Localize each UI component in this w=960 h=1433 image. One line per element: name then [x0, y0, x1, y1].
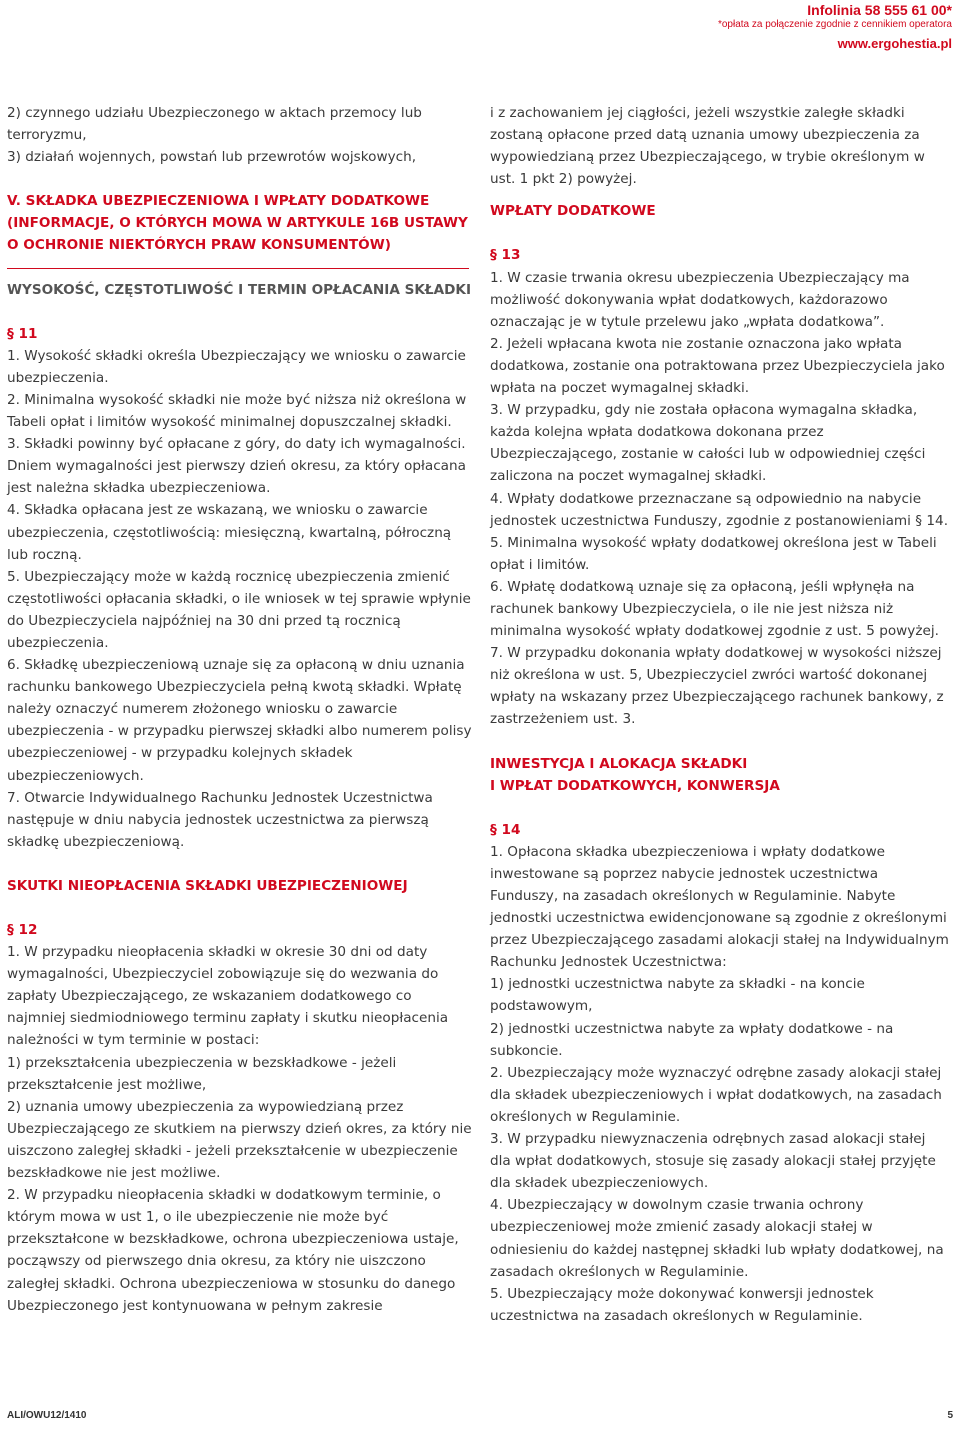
clause: 1) jednostki uczestnictwa nabyte za składki - na koncie podstawowym,: [490, 976, 865, 1015]
clause: 1. W czasie trwania okresu ubezpieczenia Ubezpieczający ma możliwość dokonywania wpłat dodatkowych, każdorazowo oznaczając je w tytule przelewu jako „wpłata dodatkowa”.: [490, 269, 910, 330]
page-number: 5: [947, 1409, 953, 1421]
clause: 1. Wysokość składki określa Ubezpieczający we wniosku o zawarcie ubezpieczenia.: [7, 347, 466, 386]
section-title: V. SKŁADKA UBEZPIECZENIOWA I WPŁATY DODATKOWE (INFORMACJE, O KTÓRYCH MOWA W ARTYKULE 16B USTAWY O OCHRONIE NIEKTÓRYCH PRAW KONSUMENTÓW): [7, 193, 468, 254]
paragraph-label: § 12: [7, 922, 38, 938]
clause: 4. Składka opłacana jest ze wskazaną, we wniosku o zawarcie ubezpieczenia, częstotliwością: miesięczną, kwartalną, półroczną lub roczną.: [7, 502, 452, 563]
page-header: [718, 2, 952, 52]
clause: 2) jednostki uczestnictwa nabyte za wpłaty dodatkowe - na subkoncie.: [490, 1020, 894, 1059]
clause-continuation: i z zachowaniem jej ciągłości, jeżeli wszystkie zaległe składki zostaną opłacone przed datą uznania umowy ubezpieczenia za wypowiedzianą przez Ubezpieczającego, w trybie określonym w ust. 1 pkt 2) powyżej.: [490, 105, 925, 188]
section-heading: SKUTKI NIEOPŁACENIA SKŁADKI UBEZPIECZENIOWEJ: [7, 877, 408, 894]
section-heading: INWESTYCJA I ALOKACJA SKŁADKI: [490, 755, 748, 772]
section-divider: [7, 268, 469, 269]
hotline-number: Infolinia 58 555 61 00*: [807, 2, 952, 18]
clause: 3. W przypadku niewyznaczenia odrębnych zasad alokacji stałej dla wpłat dodatkowych, stosuje się zasady alokacji stałej przyjęte dla składek ubezpieczeniowych.: [490, 1131, 936, 1192]
clause: 1. Opłacona składka ubezpieczeniowa i wpłaty dodatkowe inwestowane są poprzez nabycie jednostek uczestnictwa Funduszy, na zasadach określonych w Regulaminie. Nabyte jednostki uczestnictwa ewidencjonowane są zgodnie z określonymi przez Ubezpieczającego zasadami alokacji stałej na Indywidualnym Rachunku Jednostek Uczestnictwa:: [490, 843, 949, 971]
clause: 2) uznania umowy ubezpieczenia za wypowiedzianą przez Ubezpieczającego ze skutkiem na pierwszy dzień okres, za który nie uiszczono zaległej składki - jeżeli przekształcenie w ubezpieczenie bezskładkowe nie jest możliwe.: [7, 1098, 472, 1182]
intro-item: 2) czynnego udziału Ubezpieczonego w aktach przemocy lub terroryzmu,: [7, 105, 422, 144]
clause: 6. Składkę ubezpieczeniową uznaje się za opłaconą w dniu uznania rachunku bankowego Ubezpieczyciela pełną kwotą składki. Wpłatę należy oznaczyć numerem złożonego wniosku o zawarcie ubezpieczenia - w przypadku pierwszej składki albo numerem polisy ubezpieczeniowej - w przypadku kolejnych składek ubezpieczeniowych.: [7, 657, 472, 784]
intro-item: 3) działań wojennych, powstań lub przewrotów wojskowych,: [7, 149, 417, 166]
clause: 5. Ubezpieczający może dokonywać konwersji jednostek uczestnictwa na zasadach określonych w Regulaminie.: [490, 1285, 874, 1324]
clause: 2. Jeżeli wpłacana kwota nie zostanie oznaczona jako wpłata dodatkowa, zostanie ona potraktowana przez Ubezpieczyciela jako wpłata na poczet wymagalnej składki.: [490, 335, 945, 397]
clause: 5. Minimalna wysokość wpłaty dodatkowej określona jest w Tabeli opłat i limitów.: [490, 534, 937, 573]
section-heading: I WPŁAT DODATKOWYCH, KONWERSJA: [490, 777, 780, 794]
paragraph-label: § 13: [490, 247, 521, 264]
hotline-note: *opłata za połączenie zgodnie z cennikiem operatora: [717, 19, 952, 30]
clause: 1) przekształcenia ubezpieczenia w bezskładkowe - jeżeli przekształcenie jest możliwe,: [7, 1054, 397, 1093]
website-link[interactable]: www.ergohestia.pl: [837, 36, 952, 51]
clause: 6. Wpłatę dodatkową uznaje się za opłaconą, jeśli wpłynęła na rachunek bankowy Ubezpieczyciela, o ile nie jest niższa niż minimalna wysokość wpłaty dodatkowej zgodnie z ust. 5 powyżej.: [490, 578, 939, 640]
clause: 4. Ubezpieczający w dowolnym czasie trwania ochrony ubezpieczeniowej może zmienić zasady alokacji stałej w odniesieniu do każdej następnej składki lub wpłaty dodatkowej, na zasadach określonych w Regulaminie.: [490, 1197, 944, 1280]
clause: 1. W przypadku nieopłacenia składki w okresie 30 dni od daty wymagalności, Ubezpieczyciel zobowiązuje się do wezwania do zapłaty Ubezpieczającego, ze wskazaniem dodatkowego co najmniej siedmiodniowego terminu zapłaty i skutku nieopłacenia należności w tym terminie w postaci:: [7, 944, 449, 1049]
clause: 7. W przypadku dokonania wpłaty dodatkowej w wysokości niższej niż określona w ust. 5, Ubezpieczyciel zwróci wartość dokonanej wpłaty na wskazany przez Ubezpieczającego rachunek bankowy, z zastrzeżeniem ust. 3.: [490, 645, 944, 728]
left-column: [7, 102, 473, 1317]
paragraph-label: § 11: [7, 325, 38, 342]
clause: 2. Minimalna wysokość składki nie może być niższa niż określona w Tabeli opłat i limitów wysokość minimalnej dopuszczalnej składki.: [7, 391, 467, 431]
section-heading: WPŁATY DODATKOWE: [490, 203, 656, 220]
document-code: ALI/OWU12/1410: [7, 1409, 87, 1421]
clause: 2. W przypadku nieopłacenia składki w dodatkowym terminie, o którym mowa w ust 1, o ile ubezpieczenie nie może być przekształcone w bezskładkowe, ochrona ubezpieczeniowa ustaje, począwszy od pierwszego dnia okresu, za który nie uiszczono zaległej składki. Ochrona ubezpieczeniowa w stosunku do danego Ubezpieczonego jest kontynuowana w pełnym zakresie: [7, 1187, 459, 1314]
subheading: WYSOKOŚĆ, CZĘSTOTLIWOŚĆ I TERMIN OPŁACANIA SKŁADKI: [7, 281, 472, 298]
clause: 3. W przypadku, gdy nie została opłacona wymagalna składka, każda kolejna wpłata dodatkowa dokonana przez Ubezpieczającego, zostanie w całości lub w odpowiedniej części zaliczona na poczet wymagalnej składki.: [490, 402, 926, 485]
clause: 7. Otwarcie Indywidualnego Rachunku Jednostek Uczestnictwa następuje w dniu nabycia jednostek uczestnictwa za pierwszą składkę ubezpieczeniową.: [7, 789, 433, 850]
paragraph-label: § 14: [490, 821, 521, 838]
clause: 2. Ubezpieczający może wyznaczyć odrębne zasady alokacji stałej dla składek ubezpieczeniowych i wpłat dodatkowych, na zasadach określonych w Regulaminie.: [490, 1064, 942, 1125]
clause: 3. Składki powinny być opłacane z góry, do daty ich wymagalności. Dniem wymagalności jest pierwszy dzień okresu, za który opłacana jest należna składka ubezpieczeniowa.: [7, 436, 466, 497]
right-column: [490, 102, 950, 1327]
clause: 4. Wpłaty dodatkowe przeznaczane są odpowiednio na nabycie jednostek uczestnictwa Funduszy, zgodnie z postanowieniami § 14.: [490, 490, 949, 529]
clause: 5. Ubezpieczający może w każdą rocznicę ubezpieczenia zmienić częstotliwości opłacania składki, o ile wniosek w tej sprawie wpłynie do Ubezpieczyciela najpóźniej na 30 dni przed tą rocznicą ubezpieczenia.: [7, 568, 471, 651]
